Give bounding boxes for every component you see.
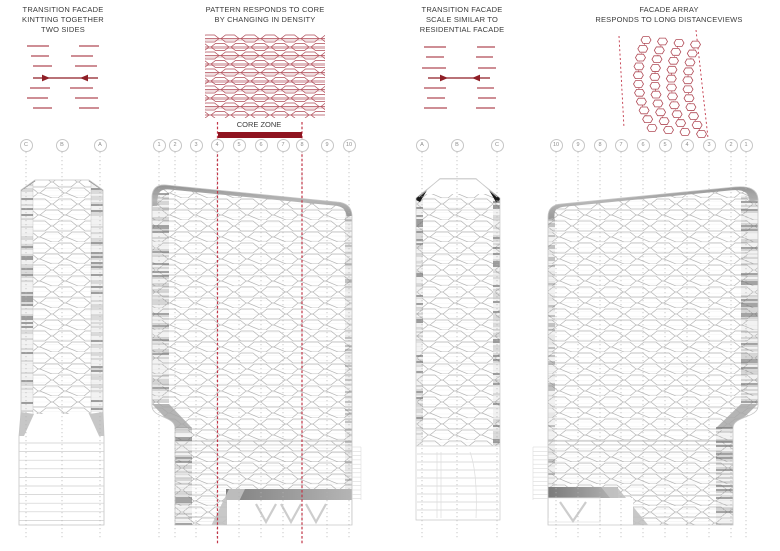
title-line: TRANSITION FACADE [22, 5, 104, 14]
grid-label-elevation_4-6: 6 [637, 139, 650, 152]
grid-label-elevation_4-8: 8 [594, 139, 607, 152]
annotation-title-pattern-core [185, 5, 345, 25]
grid-label-elevation_4-9: 9 [572, 139, 585, 152]
grid-label-elevation_3-C: C [491, 139, 504, 152]
title-line: FACADE ARRAY [639, 5, 699, 14]
core-zone-label: CORE ZONE [236, 120, 282, 129]
annotation-figure-facade-array [619, 30, 708, 138]
annotation-title-facade-array [569, 5, 769, 25]
title-line: BY CHANGING IN DENSITY [214, 15, 316, 24]
title-line: TRANSITION FACADE [421, 5, 503, 14]
title-line: RESIDENTIAL FACADE [419, 25, 505, 34]
grid-label-elevation_2-2: 2 [169, 139, 182, 152]
grid-label-elevation_2-7: 7 [277, 139, 290, 152]
grid-label-elevation_2-8: 8 [296, 139, 309, 152]
title-line: PATTERN RESPONDS TO CORE [205, 5, 325, 14]
grid-label-elevation_4-4: 4 [681, 139, 694, 152]
annotation-title-scale-residential [392, 5, 532, 35]
title-line: KINTTING TOGETHER [22, 15, 104, 24]
elevation-long-array-podium-ext [533, 447, 548, 500]
grid-label-elevation_4-5: 5 [659, 139, 672, 152]
title-line: RESPONDS TO LONG DISTANCEVIEWS [595, 15, 743, 24]
elevation-long-core [152, 183, 353, 526]
grid-label-elevation_1-A: A [94, 139, 107, 152]
core-zone-bar [218, 132, 302, 139]
grid-label-elevation_1-C: C [20, 139, 33, 152]
annotation-title-knit-two-sides [0, 5, 133, 35]
grid-label-elevation_2-1: 1 [153, 139, 166, 152]
grid-label-elevation_4-2: 2 [725, 139, 738, 152]
grid-label-elevation_4-1: 1 [740, 139, 753, 152]
grid-label-elevation_3-A: A [416, 139, 429, 152]
grid-label-elevation_2-10: 10 [343, 139, 356, 152]
elevation-long-core-podium-ext [352, 447, 361, 500]
grid-label-elevation_2-6: 6 [255, 139, 268, 152]
elevation-transition-east [416, 178, 500, 521]
grid-label-elevation_4-10: 10 [550, 139, 563, 152]
annotation-figure-scale-residential [422, 47, 496, 108]
annotation-figure-knit-two-sides [27, 46, 99, 108]
grid-label-elevation_4-7: 7 [615, 139, 628, 152]
grid-label-elevation_1-B: B [56, 139, 69, 152]
title-line: SCALE SIMILAR TO [425, 15, 499, 24]
grid-label-elevation_2-5: 5 [233, 139, 246, 152]
grid-label-elevation_2-9: 9 [321, 139, 334, 152]
grid-label-elevation_4-3: 3 [703, 139, 716, 152]
elevation-long-array [532, 185, 758, 526]
grid-label-elevation_2-3: 3 [190, 139, 203, 152]
grid-label-elevation_3-B: B [451, 139, 464, 152]
grid-label-elevation_2-4: 4 [211, 139, 224, 152]
title-line: TWO SIDES [41, 25, 85, 34]
annotation-figure-pattern-core [205, 34, 325, 118]
